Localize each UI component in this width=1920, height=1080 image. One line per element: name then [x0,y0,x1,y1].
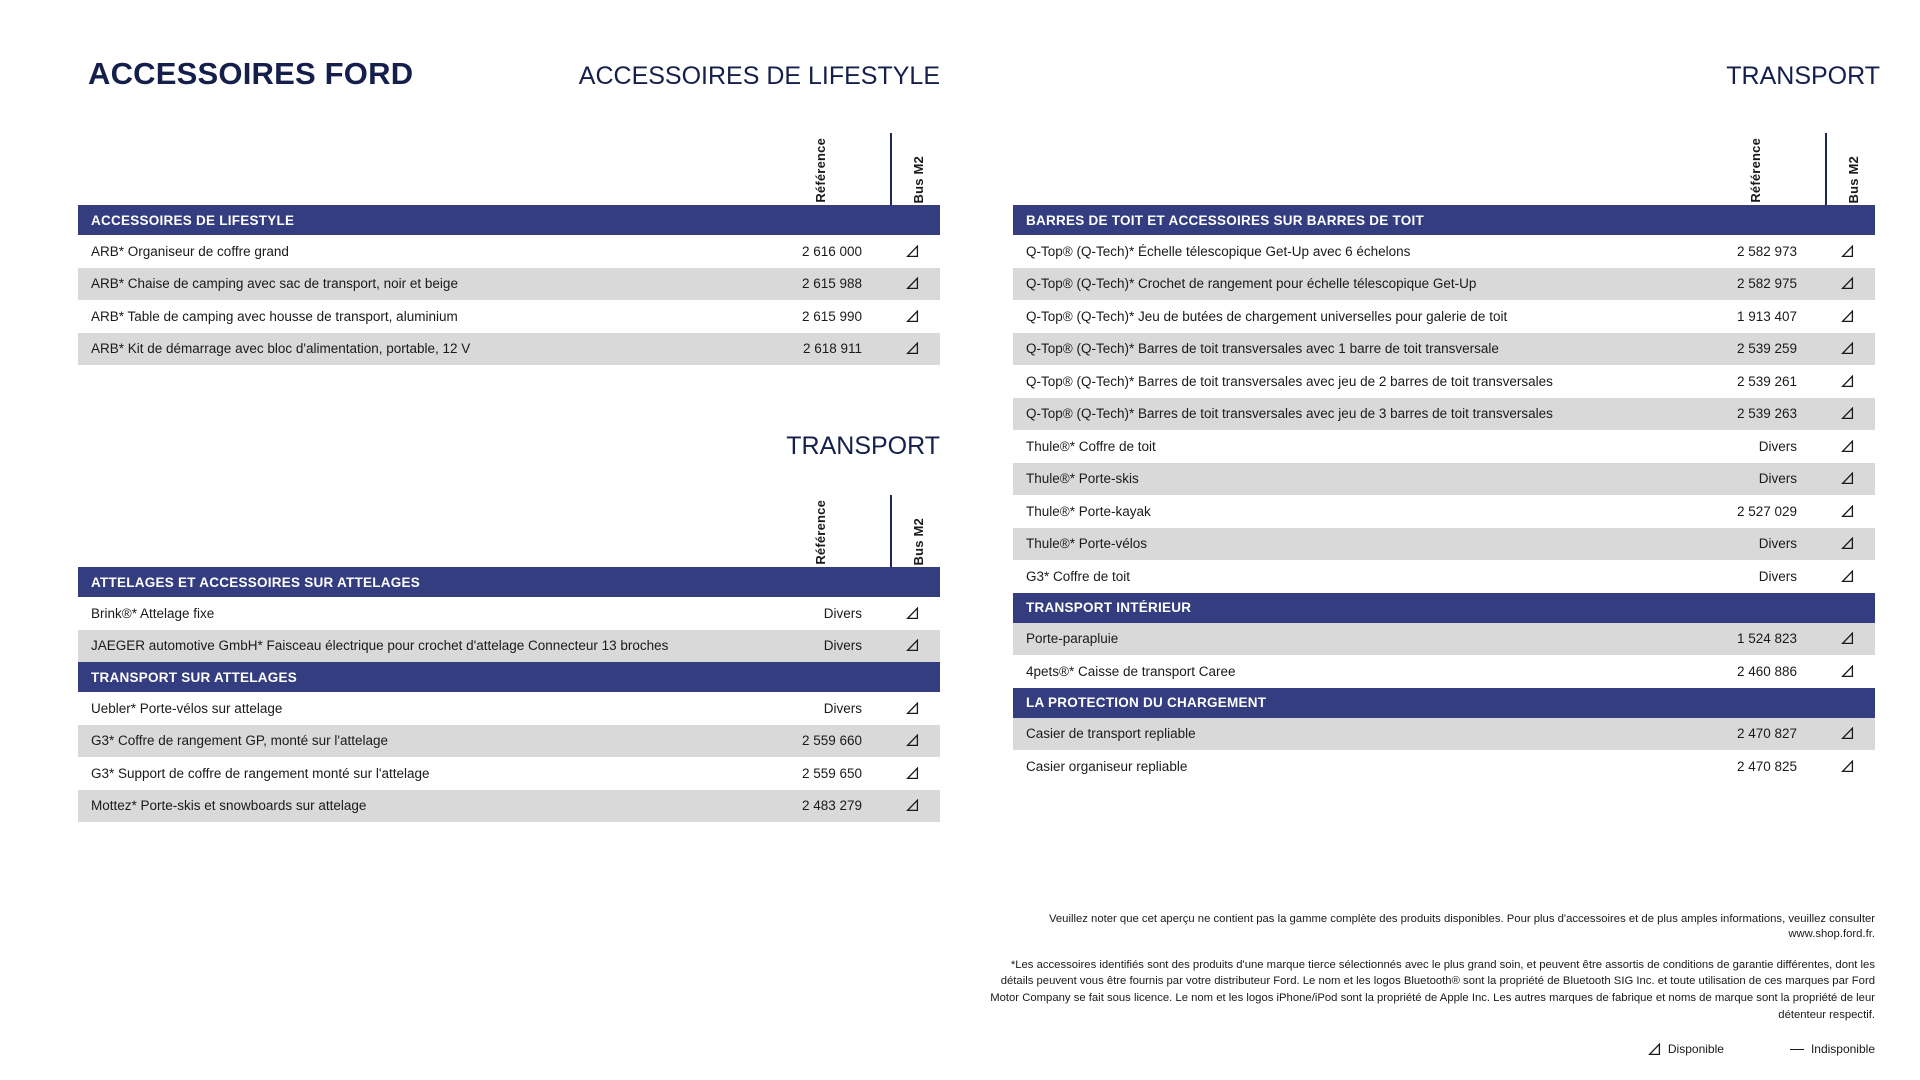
footer-legal: *Les accessoires identifiés sont des produits d'une marque tierce sélectionnés avec le plus grand soin, et peuvent être assortis de conditions de garantie différentes, dont les détails peuvent vous être fournis par votre distributeur Ford. Le nom et les logos Bluetooth® sont la propriété de Bluetooth SIG Inc. et toute utilisation de ces marques par Ford Motor Company se fait sous licence. Le nom et les logos iPhone/iPod sont la propriété de Apple Inc. Les autres marques de fabrique et noms de marque sont la propriété de leur détenteur respectif. [990,958,1875,1022]
row-reference: Divers [1758,471,1797,487]
table-row [1013,463,1875,496]
row-label: Porte-parapluie [1026,631,1119,647]
row-reference: 2 539 263 [1736,406,1797,422]
row-label: ARB* Kit de démarrage avec bloc d'alimentation, portable, 12 V [91,341,471,357]
row-label: Mottez* Porte-skis et snowboards sur attelage [91,798,367,814]
table-row [78,725,940,758]
table-attelages [78,492,940,822]
table-group-header [78,205,940,235]
column-divider [890,495,892,567]
row-label: Q-Top® (Q-Tech)* Barres de toit transversales avec jeu de 3 barres de toit transversales [1026,406,1553,422]
table-body [1013,205,1875,783]
table-row [78,268,940,301]
row-label: Q-Top® (Q-Tech)* Jeu de butées de chargement universelles pour galerie de toit [1026,308,1508,324]
column-header-bus-m2: Bus M2 [1846,155,1861,203]
footer [980,912,1875,1056]
row-label: Q-Top® (Q-Tech)* Échelle télescopique Get-Up avec 6 échelons [1026,243,1411,259]
row-label: ARB* Table de camping avec housse de transport, aluminium [91,308,458,324]
triangle-icon [1819,310,1875,323]
row-reference: 2 559 660 [801,733,862,749]
row-reference: Divers [823,605,862,621]
table-row [1013,333,1875,366]
legend [980,1042,1875,1056]
row-reference: 2 539 261 [1736,373,1797,389]
column-header-reference: Référence [813,500,828,565]
triangle-icon [884,342,940,355]
section-title-transport-left: TRANSPORT [786,432,940,460]
row-label: 4pets®* Caisse de transport Caree [1026,663,1236,679]
section-title-lifestyle: ACCESSOIRES DE LIFESTYLE [578,62,940,90]
row-reference: 2 618 911 [802,341,862,357]
triangle-icon [884,639,940,652]
row-label: G3* Support de coffre de rangement monté sur l'attelage [91,765,430,781]
row-label: ARB* Chaise de camping avec sac de transport, noir et beige [91,276,458,292]
triangle-icon [1819,665,1875,678]
page-title: ACCESSOIRES FORD [88,56,414,91]
table-body [78,567,940,822]
row-label: Thule®* Porte-skis [1026,471,1139,487]
column-header-bus-m2: Bus M2 [911,517,926,565]
table-column-headers [78,492,940,567]
row-reference: 1 913 407 [1736,308,1797,324]
row-reference: 2 616 000 [801,243,862,259]
row-reference: 2 582 975 [1736,276,1797,292]
row-reference: 2 483 279 [801,798,862,814]
triangle-icon [1819,245,1875,258]
dash-icon [1790,1049,1804,1050]
table-barres-de-toit [1013,130,1875,783]
row-reference: 2 615 988 [801,276,862,292]
row-label: G3* Coffre de rangement GP, monté sur l'attelage [91,733,388,749]
row-reference: 2 470 827 [1736,726,1797,742]
triangle-icon [1819,277,1875,290]
legend-available [1648,1042,1724,1056]
table-row [78,692,940,725]
table-row [1013,235,1875,268]
table-group-header [1013,688,1875,718]
row-label: ARB* Organiseur de coffre grand [91,243,289,259]
legend-unavailable-label: Indisponible [1810,1042,1875,1057]
row-label: LA PROTECTION DU CHARGEMENT [1026,695,1267,710]
table-row [78,757,940,790]
triangle-icon [1819,375,1875,388]
table-row [78,300,940,333]
row-label: TRANSPORT SUR ATTELAGES [91,669,298,685]
column-divider [1825,133,1827,205]
triangle-icon [1819,727,1875,740]
triangle-icon [1819,440,1875,453]
row-reference: Divers [1758,438,1797,454]
legend-available-label: Disponible [1667,1042,1724,1057]
table-row [1013,365,1875,398]
triangle-icon [1819,570,1875,583]
table-row [1013,655,1875,688]
triangle-icon [884,734,940,747]
table-row [78,333,940,366]
triangle-icon [1819,537,1875,550]
triangle-icon [884,607,940,620]
triangle-icon [884,245,940,258]
row-reference: 2 527 029 [1736,503,1797,519]
triangle-icon [1819,342,1875,355]
row-reference: 2 559 650 [801,765,862,781]
row-label: Q-Top® (Q-Tech)* Crochet de rangement pour échelle télescopique Get-Up [1026,276,1477,292]
table-row [1013,268,1875,301]
row-reference: 2 470 825 [1736,758,1797,774]
triangle-icon [1819,760,1875,773]
triangle-icon [1819,472,1875,485]
table-body [78,205,940,365]
table-row [1013,623,1875,656]
table-column-headers [78,130,940,205]
column-header-reference: Référence [1748,138,1763,203]
triangle-icon [884,277,940,290]
row-reference: 2 582 973 [1736,243,1797,259]
row-reference: 2 460 886 [1736,663,1797,679]
row-reference: 2 539 259 [1736,341,1797,357]
table-column-headers [1013,130,1875,205]
row-reference: Divers [823,638,862,654]
triangle-icon [1648,1043,1661,1056]
row-label: BARRES DE TOIT ET ACCESSOIRES SUR BARRES DE TOIT [1026,212,1425,228]
column-header-bus-m2: Bus M2 [911,155,926,203]
row-label: Thule®* Porte-vélos [1026,536,1147,552]
row-label: ATTELAGES ET ACCESSOIRES SUR ATTELAGES [91,574,421,590]
table-row [78,790,940,823]
row-reference: Divers [1758,536,1797,552]
row-label: Q-Top® (Q-Tech)* Barres de toit transversales avec jeu de 2 barres de toit transversales [1026,373,1553,389]
row-label: Thule®* Coffre de toit [1026,438,1156,454]
triangle-icon [884,310,940,323]
column-divider [890,133,892,205]
row-label: Thule®* Porte-kayak [1026,503,1151,519]
table-row [1013,300,1875,333]
row-reference: Divers [1758,568,1797,584]
triangle-icon [884,799,940,812]
row-reference: 2 615 990 [801,308,862,324]
table-group-header [78,567,940,597]
row-label: Casier de transport repliable [1026,726,1196,742]
table-row [1013,750,1875,783]
row-reference: Divers [823,700,862,716]
row-reference: 1 524 823 [1736,631,1797,647]
triangle-icon [884,767,940,780]
table-row [1013,398,1875,431]
table-row [1013,430,1875,463]
table-row [1013,560,1875,593]
row-label: Q-Top® (Q-Tech)* Barres de toit transversales avec 1 barre de toit transversale [1026,341,1499,357]
footer-note: Veuillez noter que cet aperçu ne contient pas la gamme complète des produits disponibles. Pour plus d'accessoires et de plus amples informations, veuillez consulter www.shop.ford.fr. [1048,913,1875,941]
table-lifestyle [78,130,940,365]
row-label: TRANSPORT INTÉRIEUR [1026,600,1192,615]
row-label: G3* Coffre de toit [1026,568,1131,584]
table-group-header [1013,593,1875,623]
triangle-icon [1819,632,1875,645]
table-row [1013,718,1875,751]
row-label: Brink®* Attelage fixe [91,605,215,621]
row-label: Casier organiseur repliable [1026,758,1188,774]
table-group-header [1013,205,1875,235]
table-row [78,235,940,268]
row-label: JAEGER automotive GmbH* Faisceau électrique pour crochet d'attelage Connecteur 13 broches [91,638,669,654]
table-row [1013,495,1875,528]
triangle-icon [884,702,940,715]
triangle-icon [1819,407,1875,420]
section-title-transport-right: TRANSPORT [1726,62,1880,90]
table-row [78,597,940,630]
legend-unavailable [1790,1042,1875,1056]
table-row [1013,528,1875,561]
row-label: ACCESSOIRES DE LIFESTYLE [91,212,295,228]
column-header-reference: Référence [813,138,828,203]
table-group-header [78,662,940,692]
table-row [78,630,940,663]
triangle-icon [1819,505,1875,518]
row-label: Uebler* Porte-vélos sur attelage [91,700,283,716]
